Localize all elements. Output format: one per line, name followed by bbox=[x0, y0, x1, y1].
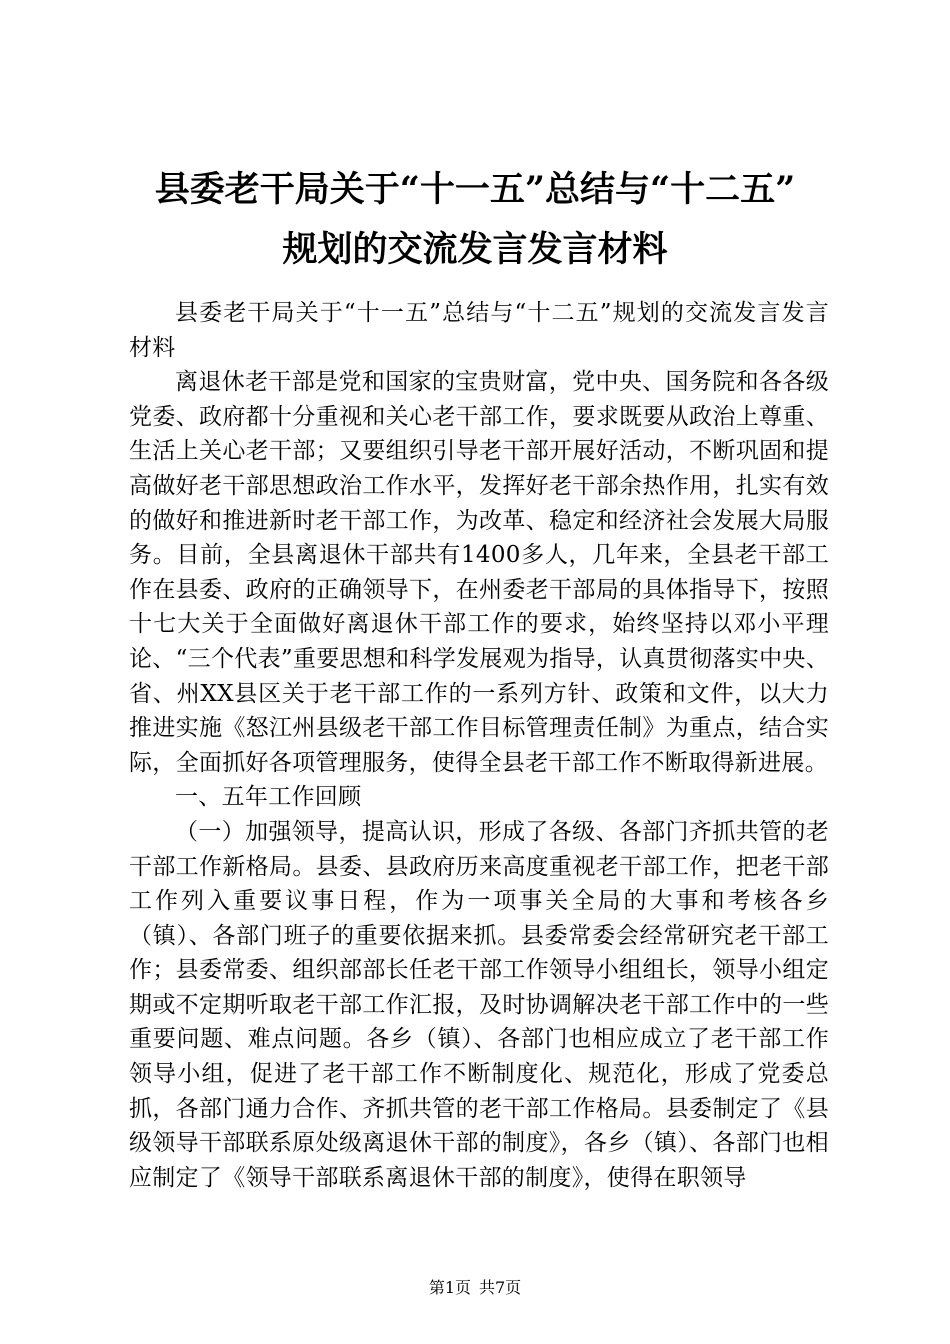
document-title-line-2: 规划的交流发言发言材料 bbox=[282, 229, 668, 270]
section-paragraph: （一）加强领导，提高认识，形成了各级、各部门齐抓共管的老干部工作新格局。县委、县政府历来高度重视老干部工作，把老干部工作列入重要议事日程，作为一项事关全局的大事和考核各乡（镇）、各部门班子的重要依据来抓。县委常委会经常研究老干部工作；县委常委、组织部部长任老干部工作领导小组组长，领导小组定期或不定期听取老干部工作汇报，及时协调解决老干部工作中的一些重要问题、难点问题。各乡（镇）、各部门也相应成立了老干部工作领导小组，促进了老干部工作不断制度化、规范化，形成了党委总抓，各部门通力合作、齐抓共管的老干部工作格局。县委制定了《县级领导干部联系原处级离退休干部的制度》，各乡（镇）、各部门也相应制定了《领导干部联系离退休干部的制度》，使得在职领导 bbox=[129, 818, 829, 1191]
page-total: 共7页 bbox=[479, 1278, 522, 1297]
page-footer bbox=[0, 1278, 950, 1298]
overview-paragraph: 离退休老干部是党和国家的宝贵财富，党中央、国务院和各各级党委、政府都十分重视和关心老干部工作，要求既要从政治上尊重、生活上关心老干部；又要组织引导老干部开展好活动，不断巩固和提高做好老干部思想政治工作水平，发挥好老干部余热作用，扎实有效的做好和推进新时老干部工作，为改革、稳定和经济社会发展大局服务。目前，全县离退休干部共有1400多人，几年来，全县老干部工作在县委、政府的正确领导下，在州委老干部局的具体指导下，按照十七大关于全面做好离退休干部工作的要求，始终坚持以邓小平理论、“三个代表”重要思想和科学发展观为指导，认真贯彻落实中央、省、州XX县区关于老干部工作的一系列方针、政策和文件，以大力推进实施《怒江州县级老干部工作目标管理责任制》为重点，结合实际，全面抓好各项管理服务，使得全县老干部工作不断取得新进展。 bbox=[129, 369, 829, 776]
document-body bbox=[129, 296, 829, 1195]
intro-paragraph: 县委老干局关于“十一五”总结与“十二五”规划的交流发言发言材料 bbox=[129, 300, 829, 361]
page-number: 第1页 bbox=[428, 1278, 471, 1297]
document-title-line-1: 县委老干局关于“十一五”总结与“十二五” bbox=[154, 169, 796, 210]
section-heading: 一、五年工作回顾 bbox=[175, 784, 362, 811]
